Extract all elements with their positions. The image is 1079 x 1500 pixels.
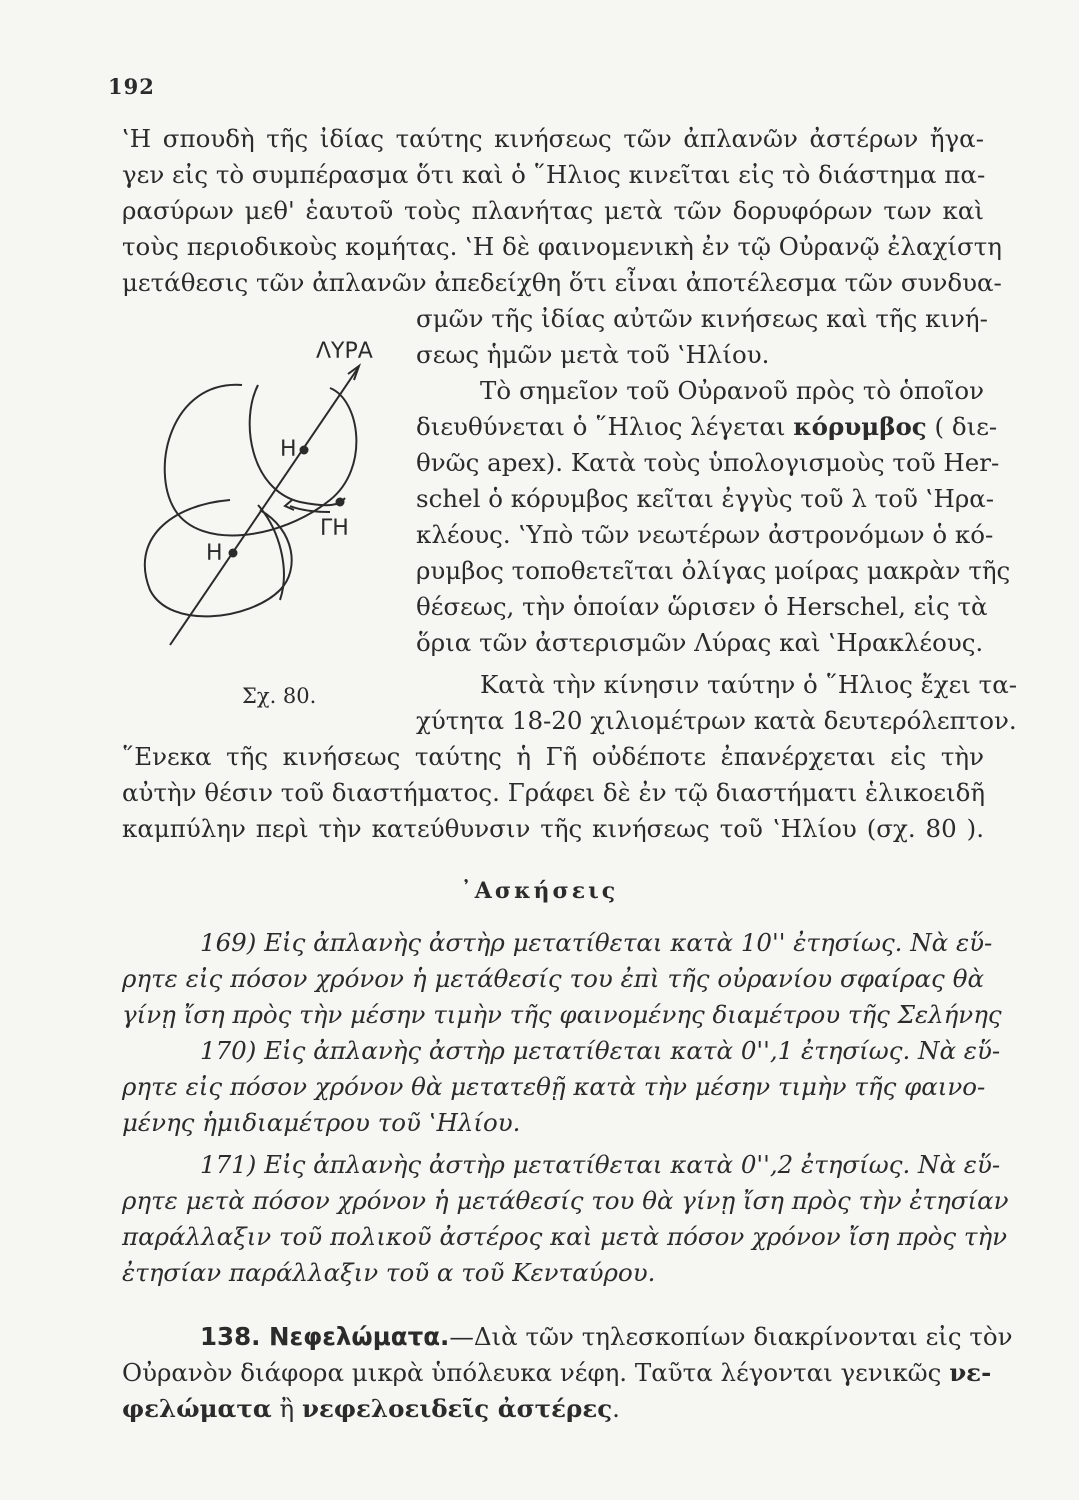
text-line: θέσεως, τὴν ὁποίαν ὥρισεν ὁ Herschel, εἰς τὰ — [416, 592, 988, 621]
label-sun-2: Η — [206, 541, 223, 566]
text-span: ( διε- — [926, 412, 998, 441]
sun-point-1 — [300, 446, 309, 455]
exercise-line — [122, 1150, 1001, 1180]
text-span: 169) Εἰς ἀπλανὴς ἀστὴρ μετατίθεται κατὰ 10'' ἐτησίως. Νὰ εὕ- — [200, 928, 993, 957]
text-span: Οὐρανὸν διάφορα μικρὰ ὑπόλευκα νέφη. Ταῦτα λέγονται γενικῶς — [122, 1358, 950, 1387]
section-138-title: 138. Νεφελώματα. — [200, 1322, 450, 1351]
text-line: ὅρια τῶν ἀστερισμῶν Λύρας καὶ ‛Ηρακλέους. — [416, 628, 984, 657]
earth-point — [336, 498, 345, 507]
text-span: Τὸ σημεῖον τοῦ Οὐρανοῦ πρὸς τὸ ὁποῖον — [480, 376, 984, 405]
text-line: ρασύρων μεθ' ἑαυτοῦ τοὺς πλανήτας μετὰ τῶν δορυφόρων των καὶ — [122, 196, 984, 225]
exercise-line: ἐτησίαν παράλλαξιν τοῦ α τοῦ Κενταύρου. — [122, 1258, 656, 1287]
text-line: αὐτὴν θέσιν τοῦ διαστήματος. Γράφει δὲ ἐν τῷ διαστήματι ἑλικοειδῆ — [122, 778, 986, 807]
text-line — [416, 412, 998, 442]
text-line: μετάθεσις τῶν ἀπλανῶν ἀπεδείχθη ὅτι εἶναι ἀποτέλεσμα τῶν συνδυα- — [122, 268, 1002, 297]
text-line: ‛Η σπουδὴ τῆς ἰδίας ταύτης κινήσεως τῶν ἀπλανῶν ἀστέρων ἤγα- — [122, 124, 984, 153]
exercise-line: ρητε εἰς πόσον χρόνον θὰ μετατεθῇ κατὰ τὴν μέσην τιμὴν τῆς φαινο- — [122, 1072, 986, 1101]
text-line: ῞Ενεκα τῆς κινήσεως ταύτης ἡ Γῆ οὐδέποτε ἐπανέρχεται εἰς τὴν — [122, 742, 984, 771]
term-nephelomata: νε- — [949, 1358, 992, 1387]
exercise-line: γίνῃ ἴση πρὸς τὴν μέσην τιμὴν τῆς φαινομένης διαμέτρου τῆς Σελήνης — [122, 1000, 1002, 1029]
exercise-line: ρητε μετὰ πόσον χρόνον ἡ μετάθεσίς του θὰ γίνῃ ἴση πρὸς τὴν ἐτησίαν — [122, 1186, 1009, 1215]
text-line: ρυμβος τοποθετεῖται ὀλίγας μοίρας μακρὰν τῆς — [416, 556, 1011, 585]
text-line: σεως ἡμῶν μετὰ τοῦ ‛Ηλίου. — [416, 340, 770, 369]
text-line: θνῶς apex). Κατὰ τοὺς ὑπολογισμοὺς τοῦ Her- — [416, 448, 1000, 477]
helix-curve-lower — [258, 505, 284, 600]
text-span: 171) Εἰς ἀπλανὴς ἀστὴρ μετατίθεται κατὰ 0'',2 ἐτησίως. Νὰ εὕ- — [200, 1150, 1001, 1179]
helix-curve — [250, 385, 345, 505]
sun-point-2 — [229, 549, 238, 558]
text-line: γεν εἰς τὸ συμπέρασμα ὅτι καὶ ὁ ῞Ηλιος κινεῖται εἰς τὸ διάστημα πα- — [122, 160, 986, 189]
exercise-line: μένης ἡμιδιαμέτρου τοῦ ‛Ηλίου. — [122, 1108, 521, 1137]
text-line: χύτητα 18-20 χιλιομέτρων κατὰ δευτερόλεπτον. — [416, 706, 1017, 735]
text-span: 170) Εἰς ἀπλανὴς ἀστὴρ μετατίθεται κατὰ 0'',1 ἐτησίως. Νὰ εὕ- — [200, 1036, 1001, 1065]
text-span: Κατὰ τὴν κίνησιν ταύτην ὁ ῞Ηλιος ἔχει τα- — [480, 670, 1018, 699]
text-span: ἢ — [271, 1394, 302, 1423]
term-korymvos: κόρυμβος — [793, 412, 927, 441]
text-line — [416, 376, 984, 406]
figure-80-diagram — [130, 330, 410, 680]
exercise-line — [122, 928, 993, 958]
page-number: 192 — [108, 74, 155, 99]
exercise-line: παράλλαξιν τοῦ πολικοῦ ἀστέρος καὶ μετὰ πόσον χρόνον ἴση πρὸς τὴν — [122, 1222, 1008, 1251]
text-line — [416, 670, 1018, 700]
label-lyra: ΛΥΡΑ — [316, 339, 373, 364]
term-nephelomata: φελώματα — [122, 1394, 272, 1423]
section-138-line — [122, 1322, 1013, 1352]
exercises-heading: ᾿Ασκήσεις — [460, 878, 619, 904]
text-span: —Διὰ τῶν τηλεσκοπίων διακρίνονται εἰς τὸν — [449, 1322, 1013, 1351]
text-span: διευθύνεται ὁ ῞Ηλιος λέγεται — [416, 412, 794, 441]
section-138-line — [122, 1358, 992, 1388]
text-line: κλέους. ‛Υπὸ τῶν νεωτέρων ἀστρονόμων ὁ κό- — [416, 520, 994, 549]
label-earth: ΓΗ — [320, 516, 349, 541]
exercise-line: ρητε εἰς πόσον χρόνον ἡ μετάθεσίς του ἐπὶ τῆς οὐρανίου σφαίρας θὰ — [122, 964, 984, 993]
label-sun-1: Η — [280, 437, 297, 462]
exercise-line — [122, 1036, 1001, 1066]
text-line: καμπύλην περὶ τὴν κατεύθυνσιν τῆς κινήσεως τοῦ ‛Ηλίου (σχ. 80 ). — [122, 814, 984, 843]
text-line: τοὺς περιοδικοὺς κομήτας. ‛Η δὲ φαινομενικὴ ἐν τῷ Οὐρανῷ ἐλαχίστη — [122, 232, 1002, 261]
section-138-line — [122, 1394, 984, 1424]
text-span: . — [612, 1394, 620, 1423]
text-line: schel ὁ κόρυμβος κεῖται ἐγγὺς τοῦ λ τοῦ ‛Ηρα- — [416, 484, 995, 513]
figure-caption: Σχ. 80. — [242, 684, 317, 708]
text-line: σμῶν τῆς ἰδίας αὐτῶν κινήσεως καὶ τῆς κινή- — [416, 304, 988, 333]
term-nepheloeideis: νεφελοειδεῖς ἀστέρες — [301, 1394, 613, 1423]
